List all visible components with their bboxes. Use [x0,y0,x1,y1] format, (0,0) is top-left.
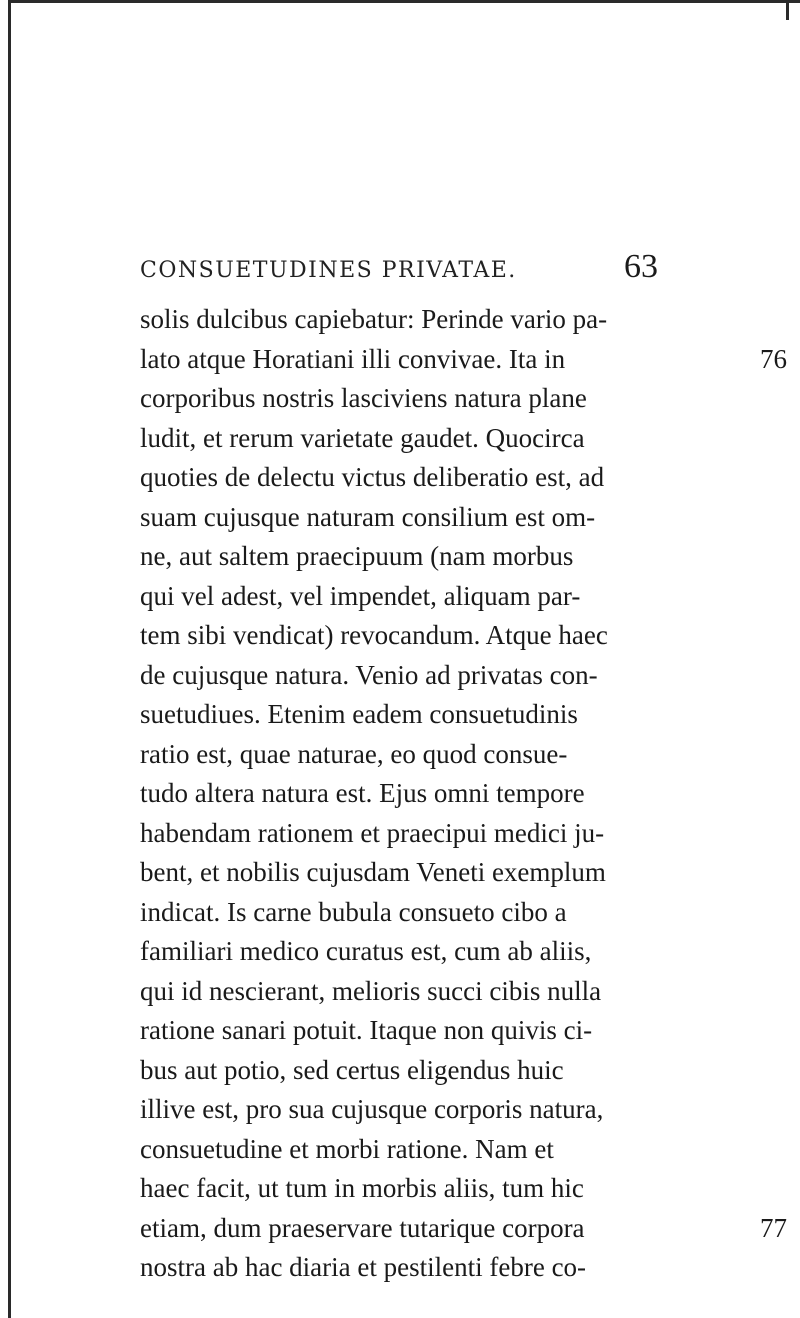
text-line [140,577,654,617]
page-left-border [8,0,11,1318]
text-line-content: qui id nescierant, melioris succi cibis nulla [140,975,602,1006]
text-line-content: tem sibi vendicat) revocandum. Atque haec [140,620,608,650]
text-line-content: qui vel adest, vel impendet, aliquam par- [140,580,581,611]
running-head [140,248,658,292]
text-line [140,1130,654,1170]
text-line-content: ratio est, quae naturae, eo quod consue- [140,738,568,769]
text-line-content: illive est, pro sua cujusque corporis natura, [140,1094,604,1124]
text-line-content: etiam, dum praeservare tutarique corpora [140,1212,585,1243]
margin-section-number: 76 [760,343,787,374]
text-line [140,893,654,933]
text-line-content: nostra ab hac diaria et pestilenti febre co- [140,1252,587,1282]
text-line-content: bent, et nobilis cujusdam Veneti exemplum [140,857,606,887]
page-top-border [8,0,800,3]
text-line [140,340,787,380]
text-line [140,1011,654,1051]
text-line [140,774,654,814]
text-line [140,300,654,340]
text-line [140,1248,654,1288]
text-line-content: indicat. Is carne bubula consueto cibo a [140,896,567,927]
text-line [140,735,654,775]
text-line-content: lato atque Horatiani illi convivae. Ita in [140,343,566,374]
text-line [140,1051,654,1091]
text-line-content: familiari medico curatus est, cum ab aliis, [140,936,592,966]
text-line [140,498,654,538]
text-line-content: tudo altera natura est. Ejus omni tempore [140,778,585,808]
text-line [140,1090,654,1130]
text-line [140,458,654,498]
text-line [140,379,654,419]
text-line [140,932,654,972]
text-line-content: corporibus nostris lasciviens natura plane [140,383,587,413]
margin-section-number: 77 [760,1212,787,1243]
running-title: CONSUETUDINES PRIVATAE. [140,258,517,283]
body-text [140,300,787,1288]
text-line [140,537,654,577]
text-line [140,853,654,893]
page-right-border-tick [786,0,789,20]
text-line [140,695,654,735]
text-line-content: quoties de delectu victus deliberatio est, ad [140,462,605,492]
text-line [140,972,654,1012]
text-line-content: suetudiues. Etenim eadem consuetudinis [140,699,578,729]
text-line-content: ne, aut saltem praecipuum (nam morbus [140,541,574,571]
text-line-content: habendam rationem et praecipui medici ju- [140,817,605,848]
text-line [140,1209,787,1249]
text-line [140,656,654,696]
page-number: 63 [624,248,658,285]
text-line [140,419,654,459]
text-line-content: de cujusque natura. Venio ad privatas con- [140,659,598,690]
text-line-content: ludit, et rerum varietate gaudet. Quocirca [140,422,585,453]
text-line-content: consuetudine et morbi ratione. Nam et [140,1133,554,1164]
text-line-content: ratione sanari potuit. Itaque non quivis ci- [140,1015,593,1045]
text-line [140,1169,654,1209]
text-line [140,616,654,656]
text-line-content: suam cujusque naturam consilium est om- [140,501,596,532]
text-line [140,814,654,854]
text-line-content: bus aut potio, sed certus eligendus huic [140,1054,564,1085]
text-line-content: haec facit, ut tum in morbis aliis, tum hic [140,1173,584,1203]
text-line-content: solis dulcibus capiebatur: Perinde vario pa- [140,304,608,334]
